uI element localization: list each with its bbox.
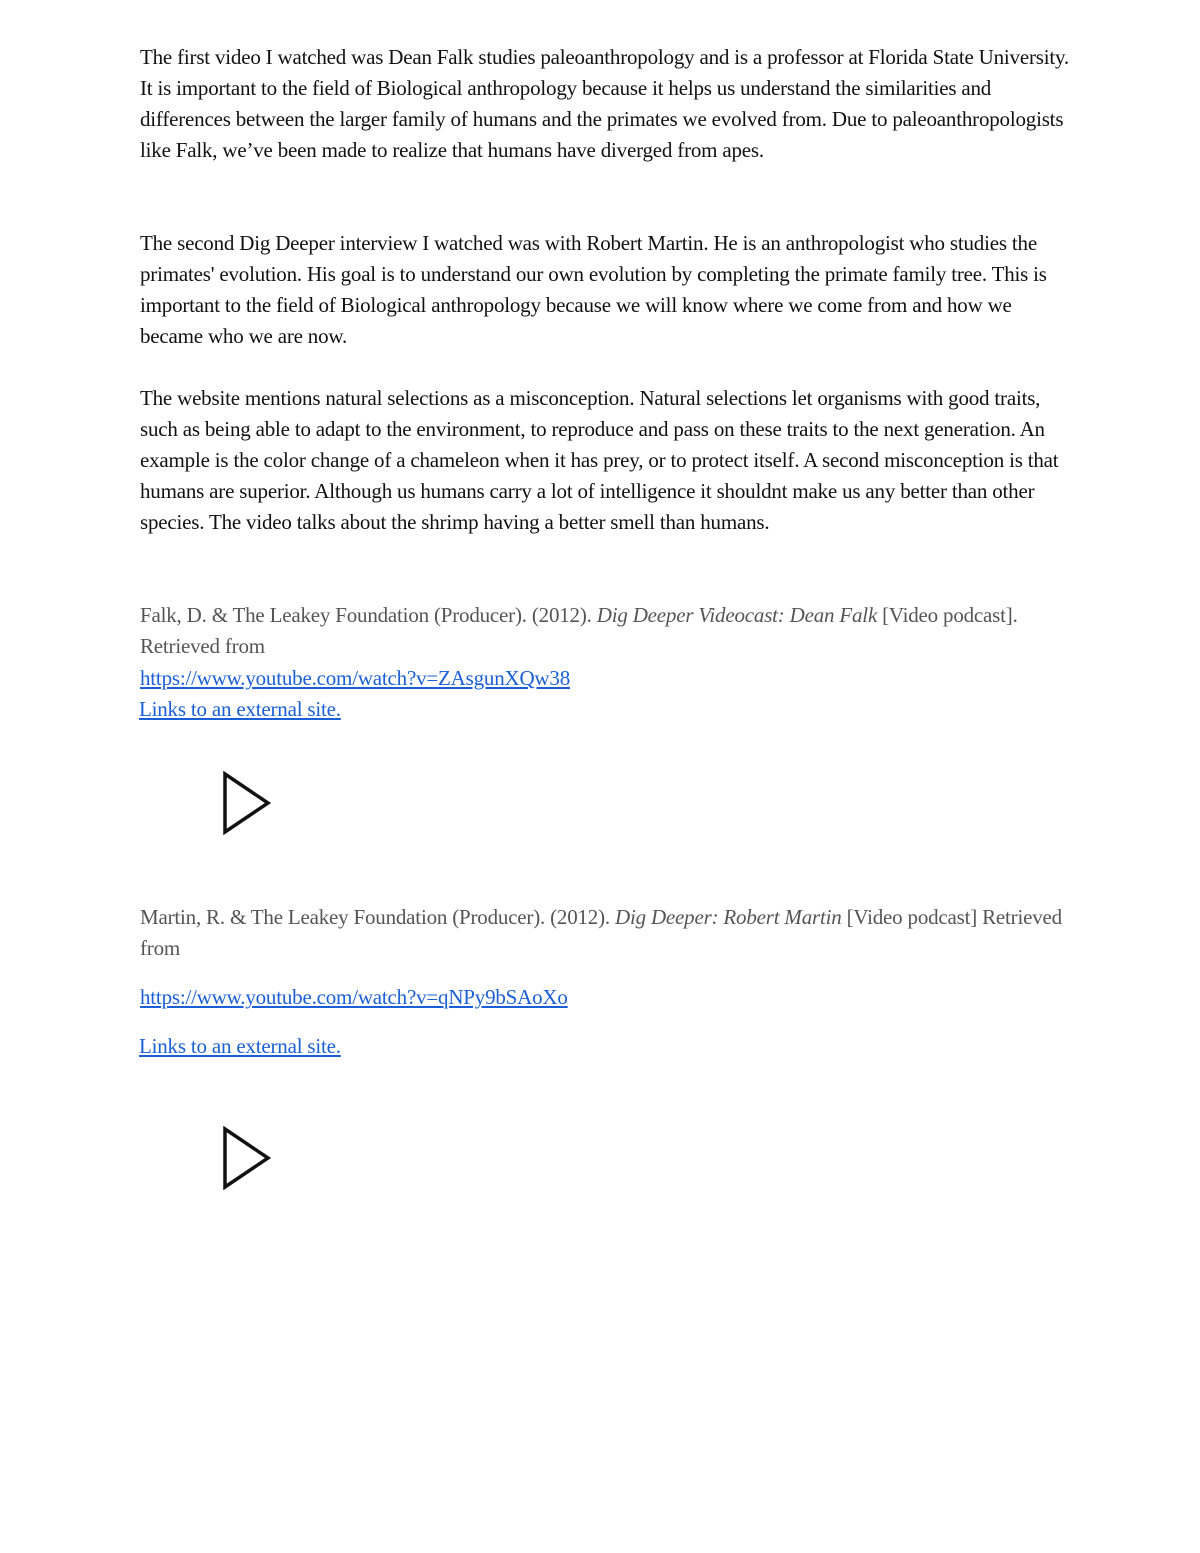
reference-falk-lead: Falk, D. & The Leakey Foundation (Producer). (2012). [140, 603, 597, 627]
paragraph-martin: The second Dig Deeper interview I watched was with Robert Martin. He is an anthropologist who studies the primates' evolution. His goal is to understand our own evolution by completing the primate family tree. This is important to the field of Biological anthropology because we will know where we come from and how we became who we are now. [140, 231, 1047, 348]
reference-martin-tail: [Video podcast] Retrieved from [140, 905, 1062, 960]
martin-external-site-link[interactable]: Links to an external site. [139, 1034, 341, 1058]
play-triangle-icon[interactable] [222, 1126, 272, 1190]
reference-falk [140, 600, 1070, 662]
falk-video-url-link[interactable]: https://www.youtube.com/watch?v=ZAsgunXQw38 [140, 666, 570, 690]
martin-video-url-link[interactable]: https://www.youtube.com/watch?v=qNPy9bSAoXo [140, 985, 568, 1009]
paragraph-misconceptions: The website mentions natural selections as a misconception. Natural selections let organisms with good traits, such as being able to adapt to the environment, to reproduce and pass on these traits to the next generation. An example is the color change of a chameleon when it has prey, or to protect itself. A second misconception is that humans are superior. Although us humans carry a lot of intelligence it shouldnt make us any better than other species. The video talks about the shrimp having a better smell than humans. [140, 386, 1059, 534]
paragraph-falk: The first video I watched was Dean Falk studies paleoanthropology and is a professor at Florida State University. It is important to the field of Biological anthropology because it helps us understand the similarities and differences between the larger family of humans and the primates we evolved from. Due to paleoanthropologists like Falk, we’ve been made to realize that humans have diverged from apes. [140, 45, 1069, 162]
reference-falk-title: Dig Deeper Videocast: Dean Falk [596, 603, 878, 627]
play-triangle-icon[interactable] [222, 771, 272, 835]
falk-external-site-link[interactable]: Links to an external site. [139, 697, 341, 721]
reference-martin-lead: Martin, R. & The Leakey Foundation (Producer). (2012). [140, 905, 616, 929]
reference-falk-tail: [Video podcast]. Retrieved from [140, 603, 1018, 658]
reference-martin [140, 902, 1070, 964]
reference-martin-title: Dig Deeper: Robert Martin [615, 905, 842, 929]
